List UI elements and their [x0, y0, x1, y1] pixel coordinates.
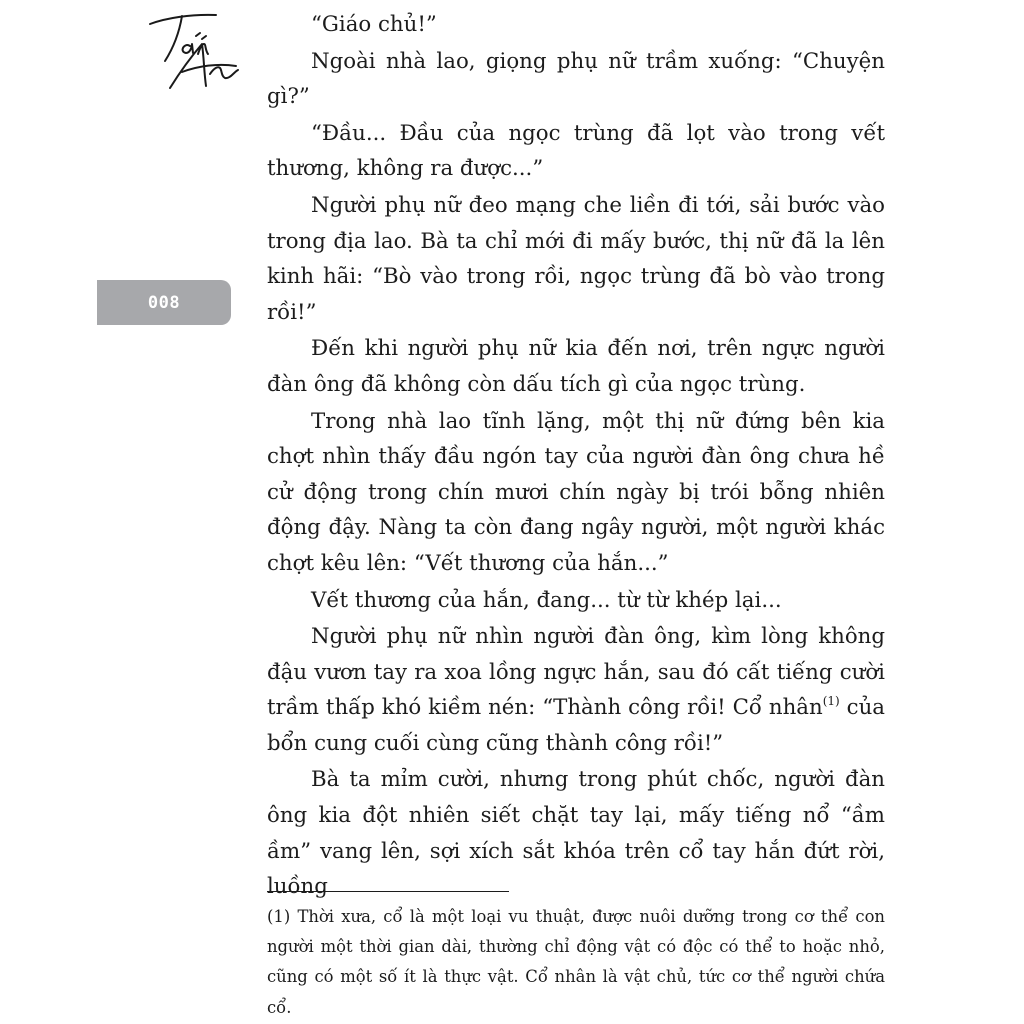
footnote-divider — [267, 891, 509, 892]
paragraph: Người phụ nữ đeo mạng che liền đi tới, sải bước vào trong địa lao. Bà ta chỉ mới đi mấy bước, thị nữ đã la lên kinh hãi: “Bò vào trong rồi, ngọc trùng đã bò vào trong rồi!” — [267, 192, 885, 325]
body-text — [267, 7, 885, 905]
paragraph-text: của bổn cung cuối cùng cũng thành công rồi!” — [267, 695, 885, 756]
paragraph: Ngoài nhà lao, giọng phụ nữ trầm xuống: “Chuyện gì?” — [267, 48, 885, 110]
page-number: 008 — [147, 292, 181, 313]
paragraph: Bà ta mỉm cười, nhưng trong phút chốc, người đàn ông kia đột nhiên siết chặt tay lại, mấy tiếng nổ “ầm ầm” vang lên, sợi xích sắt khóa trên cổ tay hắn đứt rời, luồng — [267, 767, 885, 900]
signature-logo — [146, 6, 246, 96]
author-signature — [146, 6, 246, 96]
page-number-tab — [97, 280, 231, 325]
paragraph: “Đầu... Đầu của ngọc trùng đã lọt vào trong vết thương, không ra được...” — [267, 120, 885, 182]
footnote: (1) Thời xưa, cổ là một loại vu thuật, được nuôi dưỡng trong cơ thể con người một thời gian dài, thường chỉ động vật có độc có thể to hoặc nhỏ, cũng có một số ít là thực vật. Cổ nhân là vật chủ, tức cơ thể người chứa cổ. — [267, 907, 885, 1017]
paragraph: Vết thương của hắn, đang... từ từ khép lại... — [311, 587, 782, 613]
paragraph: Trong nhà lao tĩnh lặng, một thị nữ đứng bên kia chợt nhìn thấy đầu ngón tay của người đàn ông chưa hề cử động trong chín mươi chín ngày bị trói bỗng nhiên động đậy. Nàng ta còn đang ngây người, một người khác chợt kêu lên: “Vết thương của hắn...” — [267, 408, 885, 576]
paragraph-text: Người phụ nữ nhìn người đàn ông, kìm lòng không đậu vươn tay ra xoa lồng ngực hắn, sau đó cất tiếng cười trầm thấp khó kiềm nén: “Thành công rồi! Cổ nhân — [267, 624, 885, 721]
footnote-marker: (1) — [822, 694, 840, 709]
paragraph: Đến khi người phụ nữ kia đến nơi, trên ngực người đàn ông đã không còn dấu tích gì của ngọc trùng. — [267, 336, 885, 397]
paragraph — [267, 619, 885, 761]
paragraph: “Giáo chủ!” — [311, 12, 437, 37]
